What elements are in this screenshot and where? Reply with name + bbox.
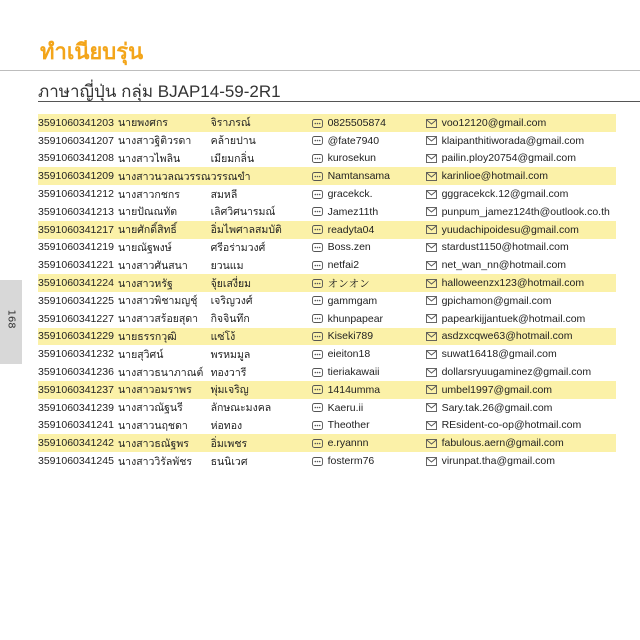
last-name-text: พรหมมูล xyxy=(210,348,251,361)
email-address-text: punpum_jamez124th@outlook.co.th xyxy=(441,205,610,218)
table-row xyxy=(38,256,616,274)
line-id xyxy=(312,150,426,168)
table-row xyxy=(38,381,616,399)
email-icon xyxy=(426,332,437,341)
email-icon xyxy=(426,190,437,199)
email-address xyxy=(426,452,616,470)
first-name xyxy=(118,114,211,132)
line-id xyxy=(312,114,426,132)
table-row xyxy=(38,132,616,150)
line-id-text: Theother xyxy=(327,419,370,432)
last-name xyxy=(211,132,312,150)
student-id-text: 3591060341245 xyxy=(38,455,114,468)
student-id-text: 3591060341225 xyxy=(38,294,114,307)
line-chat-icon xyxy=(312,296,323,305)
student-id xyxy=(38,345,118,363)
email-address-text: klaipanthitiworada@gmail.com xyxy=(441,134,585,147)
email-icon xyxy=(426,457,437,466)
email-address xyxy=(426,434,616,452)
student-id xyxy=(38,274,118,292)
line-id-text: @fate7940 xyxy=(327,134,380,147)
first-name-text: นางสาวณัฐนรี xyxy=(118,402,183,415)
first-name-text: นางสาวธณัฐพร xyxy=(118,437,189,450)
student-id xyxy=(38,399,118,417)
table-row xyxy=(38,292,616,310)
email-address xyxy=(426,310,616,328)
first-name xyxy=(118,328,211,346)
line-id xyxy=(312,132,426,150)
last-name xyxy=(211,203,312,221)
line-chat-icon xyxy=(312,332,323,341)
first-name-text: นายณัฐพงษ์ xyxy=(118,241,172,254)
table-row xyxy=(38,150,616,168)
email-address xyxy=(426,167,616,185)
page-number: 168 xyxy=(5,309,17,329)
email-address xyxy=(426,381,616,399)
line-chat-icon xyxy=(312,261,323,270)
student-id-text: 3591060341241 xyxy=(38,419,114,432)
line-id xyxy=(312,345,426,363)
line-id-text: readyta04 xyxy=(327,223,375,236)
table-row xyxy=(38,434,616,452)
email-address xyxy=(426,185,616,203)
first-name-text: นางสาวไพลิน xyxy=(118,152,181,165)
email-address-text: stardust1150@hotmail.com xyxy=(441,241,569,254)
first-name xyxy=(118,310,211,328)
line-id-text: e.ryannn xyxy=(327,437,369,450)
last-name xyxy=(211,452,312,470)
email-icon xyxy=(426,350,437,359)
line-id-text: Namtansama xyxy=(327,170,391,183)
page-title: ทำเนียบรุ่น xyxy=(40,40,144,65)
line-id xyxy=(312,310,426,328)
line-id xyxy=(312,185,426,203)
last-name-text: ยวนแม xyxy=(210,259,244,272)
email-icon xyxy=(426,172,437,181)
last-name-text: ห่อทอง xyxy=(210,419,243,432)
student-id-text: 3591060341237 xyxy=(38,383,114,396)
last-name-text: ศรีอร่ามวงศ์ xyxy=(210,241,266,254)
first-name xyxy=(118,185,211,203)
email-address-text: voo12120@gmail.com xyxy=(441,117,547,129)
first-name xyxy=(118,363,211,381)
line-chat-icon xyxy=(312,421,323,430)
line-id xyxy=(312,167,426,185)
last-name xyxy=(211,256,312,274)
email-address-text: Sary.tak.26@gmail.com xyxy=(441,401,553,414)
table-row xyxy=(38,310,616,328)
line-id xyxy=(312,239,426,257)
table-row xyxy=(38,452,616,470)
student-id xyxy=(38,310,118,328)
student-id-text: 3591060341242 xyxy=(38,437,114,450)
line-id xyxy=(312,203,426,221)
student-id xyxy=(38,381,118,399)
line-id-text: eieiton18 xyxy=(327,348,371,361)
last-name-text: จุ้ยเสงี่ยม xyxy=(210,277,252,290)
table-row xyxy=(38,274,616,292)
last-name xyxy=(211,274,312,292)
last-name xyxy=(211,345,312,363)
line-id xyxy=(312,434,426,452)
first-name-text: นายธรรกวุฒิ xyxy=(118,330,177,343)
line-id-text: netfai2 xyxy=(327,259,360,272)
subtitle-underline xyxy=(38,101,640,102)
email-address-text: suwat16418@gmail.com xyxy=(441,348,557,361)
email-address-text: REsident-co-op@hotmail.com xyxy=(441,419,582,432)
student-id-text: 3591060341221 xyxy=(38,259,114,272)
line-id-text: 0825505874 xyxy=(327,117,386,129)
student-id xyxy=(38,239,118,257)
first-name xyxy=(118,167,211,185)
email-icon xyxy=(426,154,437,163)
email-icon xyxy=(426,403,437,412)
line-chat-icon xyxy=(312,172,323,181)
email-icon xyxy=(426,261,437,270)
email-address xyxy=(426,417,616,435)
last-name xyxy=(211,221,312,239)
email-icon xyxy=(426,296,437,305)
first-name-text: นายศักดิ์สิทธิ์ xyxy=(118,224,177,237)
first-name-text: นางสาวสร้อยสุดา xyxy=(118,313,199,326)
email-address-text: gpichamon@gmail.com xyxy=(441,294,552,307)
email-icon xyxy=(426,207,437,216)
student-id xyxy=(38,292,118,310)
table-row xyxy=(38,203,616,221)
line-id xyxy=(312,292,426,310)
first-name-text: นางสาวพิชามญชุ์ xyxy=(118,295,198,308)
first-name xyxy=(118,452,211,470)
group-subtitle: ภาษาญี่ปุ่น กลุ่ม BJAP14-59-2R1 xyxy=(38,82,281,101)
first-name xyxy=(118,434,211,452)
line-chat-icon xyxy=(312,243,323,252)
table-row xyxy=(38,221,616,239)
student-id-text: 3591060341217 xyxy=(38,223,114,236)
last-name xyxy=(211,381,312,399)
first-name-text: นางสาวนฤชดา xyxy=(118,419,188,432)
line-chat-icon xyxy=(312,368,323,377)
student-id xyxy=(38,185,118,203)
first-name xyxy=(118,256,211,274)
email-address-text: halloweenzx123@hotmail.com xyxy=(441,277,585,290)
line-chat-icon xyxy=(312,385,323,394)
last-name xyxy=(211,399,312,417)
email-icon xyxy=(426,136,437,145)
line-id-text: Kiseki789 xyxy=(327,330,374,343)
first-name xyxy=(118,203,211,221)
last-name xyxy=(211,363,312,381)
email-icon xyxy=(426,243,437,252)
email-address xyxy=(426,256,616,274)
student-id xyxy=(38,452,118,470)
student-id-text: 3591060341208 xyxy=(38,152,114,165)
student-id xyxy=(38,203,118,221)
student-id xyxy=(38,363,118,381)
last-name xyxy=(211,434,312,452)
line-id xyxy=(312,256,426,274)
last-name-text: ลักษณะมงคล xyxy=(210,402,272,415)
email-address xyxy=(426,239,616,257)
first-name-text: นายสุวิศน์ xyxy=(118,348,164,361)
first-name xyxy=(118,292,211,310)
last-name-text: อิ่มเพชร xyxy=(210,437,248,450)
email-address xyxy=(426,274,616,292)
email-address-text: dollarsryuugaminez@gmail.com xyxy=(441,366,592,379)
student-id xyxy=(38,417,118,435)
table-row xyxy=(38,417,616,435)
first-name xyxy=(118,150,211,168)
email-address-text: net_wan_nn@hotmail.com xyxy=(441,259,567,272)
first-name-text: นางสาวฐิติวรดา xyxy=(118,135,192,148)
line-id-text: gammgam xyxy=(327,294,378,307)
email-address xyxy=(426,345,616,363)
email-icon xyxy=(426,368,437,377)
first-name xyxy=(118,132,211,150)
last-name-text: เมียมกลิ่น xyxy=(210,152,255,165)
email-address-text: umbel1997@gmail.com xyxy=(441,383,553,396)
first-name xyxy=(118,399,211,417)
email-address xyxy=(426,150,616,168)
first-name-text: นายพงศกร xyxy=(118,117,168,130)
last-name xyxy=(211,417,312,435)
email-address-text: virunpat.tha@gmail.com xyxy=(441,455,555,468)
last-name xyxy=(211,167,312,185)
student-id-text: 3591060341229 xyxy=(38,330,114,343)
student-id-text: 3591060341212 xyxy=(38,188,114,201)
first-name-text: นางสาววิรัลพัชร xyxy=(118,455,193,468)
student-id-text: 3591060341227 xyxy=(38,312,114,325)
student-id xyxy=(38,328,118,346)
email-address-text: gggracekck.12@gmail.com xyxy=(441,188,569,201)
line-id xyxy=(312,381,426,399)
email-icon xyxy=(426,279,437,288)
line-id-text: tieriakawaii xyxy=(327,366,380,379)
last-name-text: คล้ายปาน xyxy=(210,135,256,148)
line-id-text: Kaeru.ii xyxy=(327,401,364,414)
first-name-text: นางสาวอมราพร xyxy=(118,384,192,397)
first-name xyxy=(118,345,211,363)
student-id xyxy=(38,114,118,132)
line-id-text: Jamez11th xyxy=(327,205,379,218)
table-row xyxy=(38,167,616,185)
line-chat-icon xyxy=(312,136,323,145)
email-icon xyxy=(426,314,437,323)
table-row xyxy=(38,239,616,257)
student-id-text: 3591060341209 xyxy=(38,170,114,183)
student-id-text: 3591060341203 xyxy=(38,117,114,129)
line-chat-icon xyxy=(312,190,323,199)
line-id xyxy=(312,452,426,470)
first-name xyxy=(118,274,211,292)
email-address xyxy=(426,114,616,132)
line-id-text: 1414umma xyxy=(327,383,381,396)
student-id xyxy=(38,221,118,239)
email-address xyxy=(426,363,616,381)
student-directory-table xyxy=(38,114,616,470)
table-row xyxy=(38,345,616,363)
first-name xyxy=(118,417,211,435)
student-id-text: 3591060341219 xyxy=(38,241,114,254)
table-row xyxy=(38,114,616,132)
student-id xyxy=(38,434,118,452)
line-chat-icon xyxy=(312,314,323,323)
email-icon xyxy=(426,119,437,128)
line-chat-icon xyxy=(312,119,323,128)
email-icon xyxy=(426,439,437,448)
first-name-text: นางสาวหรัฐ xyxy=(118,277,173,290)
line-id-text: Boss.zen xyxy=(327,241,371,254)
last-name xyxy=(211,310,312,328)
line-chat-icon xyxy=(312,350,323,359)
email-address xyxy=(426,132,616,150)
email-address-text: karinlioe@hotmail.com xyxy=(441,170,548,183)
student-id-text: 3591060341232 xyxy=(38,348,114,361)
student-id-text: 3591060341213 xyxy=(38,205,114,218)
line-chat-icon xyxy=(312,439,323,448)
table-row xyxy=(38,363,616,381)
email-address xyxy=(426,399,616,417)
first-name xyxy=(118,221,211,239)
line-id-text: gracekck. xyxy=(327,188,373,201)
last-name-text: ธนนิเวศ xyxy=(210,455,248,468)
last-name-text: วรรณขำ xyxy=(210,170,251,183)
first-name-text: นายปัณณทัต xyxy=(118,206,178,219)
email-icon xyxy=(426,225,437,234)
line-id xyxy=(312,417,426,435)
line-id xyxy=(312,274,426,292)
last-name-text: แซ่โง้ xyxy=(210,330,236,343)
last-name-text: เจริญวงศ์ xyxy=(210,295,253,308)
email-address xyxy=(426,221,616,239)
student-id xyxy=(38,132,118,150)
line-id xyxy=(312,399,426,417)
line-chat-icon xyxy=(312,279,323,288)
last-name xyxy=(211,239,312,257)
header-divider xyxy=(0,70,640,71)
last-name-text: จิราภรณ์ xyxy=(210,117,251,130)
table-row xyxy=(38,185,616,203)
student-id-text: 3591060341207 xyxy=(38,134,114,147)
student-id-text: 3591060341224 xyxy=(38,277,114,290)
last-name-text: กิจจินทึก xyxy=(210,313,250,326)
last-name xyxy=(211,150,312,168)
first-name-text: นางสาวศันสนา xyxy=(118,259,188,272)
email-address-text: yuudachipoidesu@gmail.com xyxy=(441,223,579,236)
last-name xyxy=(211,328,312,346)
last-name-text: พุ่มเจริญ xyxy=(210,384,249,397)
email-address-text: fabulous.aern@gmail.com xyxy=(441,437,564,450)
line-id xyxy=(312,328,426,346)
line-chat-icon xyxy=(312,403,323,412)
student-id xyxy=(38,256,118,274)
line-id-text: kurosekun xyxy=(327,152,377,165)
first-name-text: นางสาวนวลณวรรณ xyxy=(118,170,211,183)
table-row xyxy=(38,328,616,346)
first-name xyxy=(118,239,211,257)
first-name-text: นางสาวกชกร xyxy=(118,188,180,201)
line-id-text: オンオン xyxy=(327,277,370,290)
last-name xyxy=(211,114,312,132)
email-address xyxy=(426,328,616,346)
line-chat-icon xyxy=(312,207,323,216)
line-id-text: fosterm76 xyxy=(327,455,375,468)
last-name-text: ทองวารี xyxy=(210,366,247,379)
line-chat-icon xyxy=(312,154,323,163)
last-name-text: เลิศวิศนารมณ์ xyxy=(210,206,276,219)
line-id xyxy=(312,363,426,381)
student-id-text: 3591060341236 xyxy=(38,366,114,379)
email-address-text: asdzxcqwe63@hotmail.com xyxy=(441,330,573,343)
email-address xyxy=(426,203,616,221)
first-name xyxy=(118,381,211,399)
line-chat-icon xyxy=(312,457,323,466)
student-id xyxy=(38,150,118,168)
student-id-text: 3591060341239 xyxy=(38,401,114,414)
email-address-text: pailin.ploy20754@gmail.com xyxy=(441,152,576,165)
student-id xyxy=(38,167,118,185)
last-name-text: สมหลี xyxy=(210,188,238,201)
table-row xyxy=(38,399,616,417)
email-address-text: papearkijjantuek@hotmail.com xyxy=(441,312,586,325)
first-name-text: นางสาวธนาภาณต์ xyxy=(118,366,204,379)
email-icon xyxy=(426,385,437,394)
email-address xyxy=(426,292,616,310)
line-id-text: khunpapear xyxy=(327,312,384,325)
last-name-text: อิ่มไพศาลสมบัติ xyxy=(210,224,282,237)
last-name xyxy=(211,185,312,203)
last-name xyxy=(211,292,312,310)
line-id xyxy=(312,221,426,239)
email-icon xyxy=(426,421,437,430)
line-chat-icon xyxy=(312,225,323,234)
